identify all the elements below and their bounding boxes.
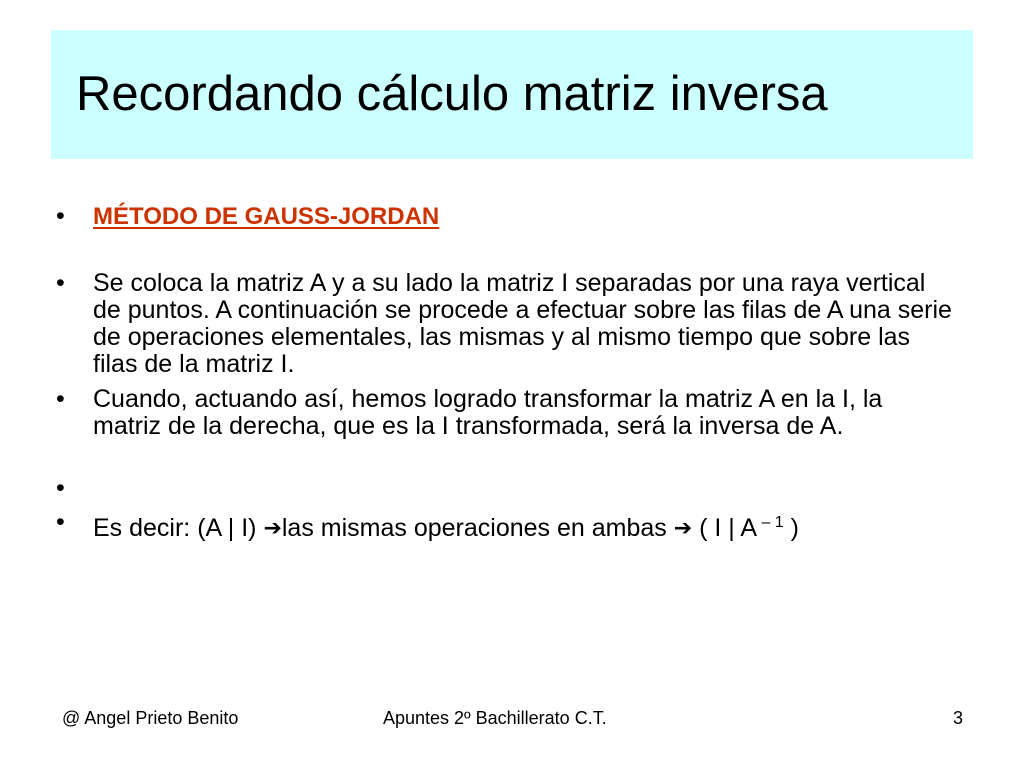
summary-part-1: Es decir: (A | I) [93,514,264,542]
bullet-dot: • [56,385,65,413]
bullet-dot: • [56,202,65,230]
inverse-exponent: – 1 [757,514,784,531]
right-arrow-icon: ➔ [673,515,693,540]
section-heading: MÉTODO DE GAUSS-JORDAN [93,203,440,230]
summary-part-3: ( I | A [692,514,758,542]
right-arrow-icon: ➔ [263,515,282,540]
footer-course: Apuntes 2º Bachillerato C.T. [383,708,607,728]
bullet-text-summary [93,509,953,542]
slide-title: Recordando cálculo matriz inversa [76,67,828,121]
footer-author: @ Angel Prieto Benito [62,708,239,728]
bullet-dot: • [56,508,65,536]
bullet-text-procedure: Se coloca la matriz A y a su lado la matriz I separadas por una raya vertical de puntos. A continuación se procede a efectuar sobre las filas de A una serie de operaciones elementales, las mismas y al mismo tiempo que sobre las filas de la matriz I. [93,269,952,378]
title-banner [51,30,973,159]
summary-part-4: ) [783,514,799,542]
summary-part-2: las mismas operaciones en ambas [281,514,674,542]
footer-page-number: 3 [953,708,964,728]
bullet-text-result: Cuando, actuando así, hemos logrado transformar la matriz A en la I, la matriz de la derecha, que es la I transformada, será la inversa de A. [93,385,883,440]
bullet-dot: • [56,269,65,297]
bullet-dot: • [56,474,65,502]
